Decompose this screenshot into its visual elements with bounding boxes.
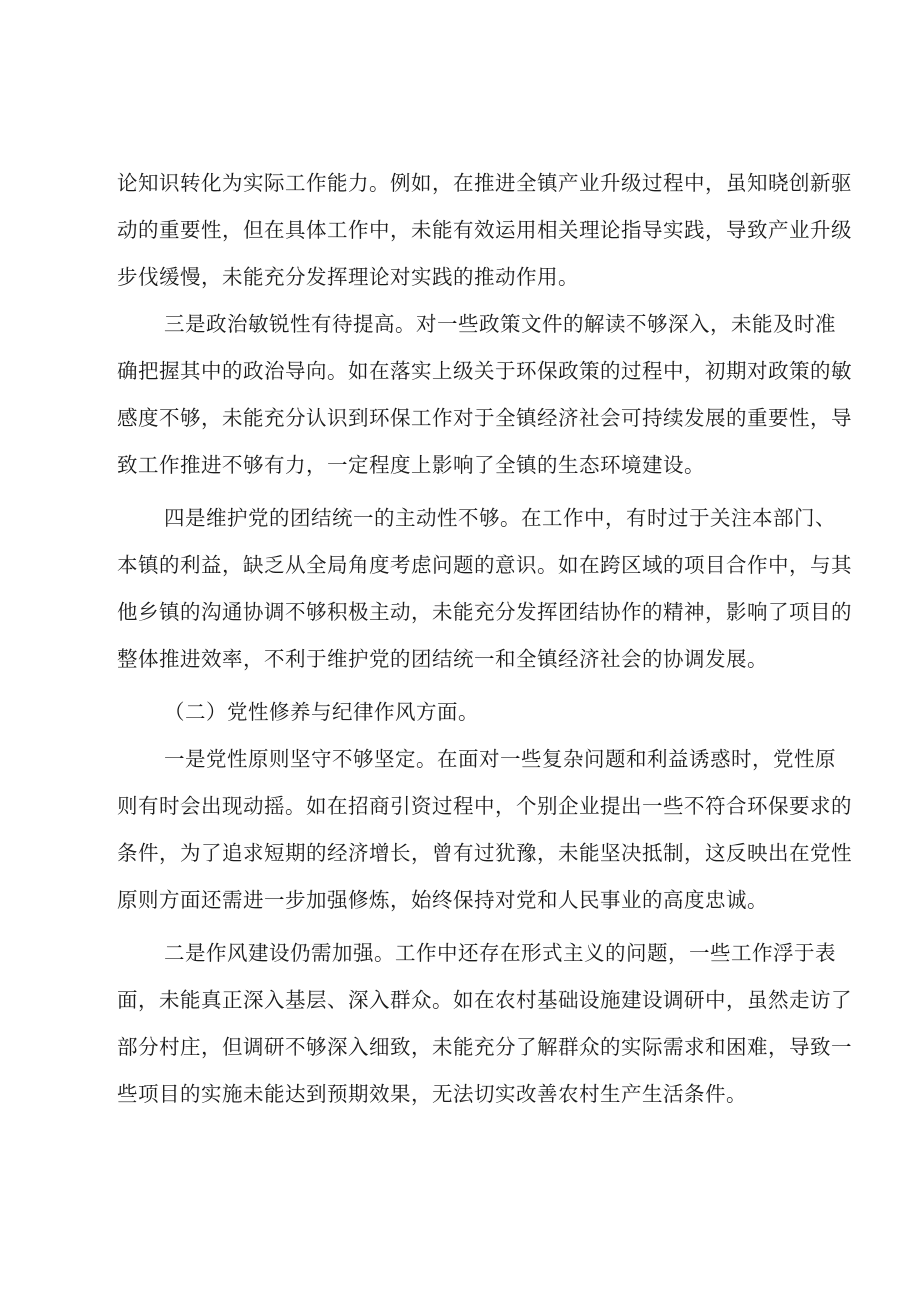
paragraph-line: 论知识转化为实际工作能力。例如，在推进全镇产业升级过程中，虽知晓创新驱 [117, 171, 852, 195]
paragraph-line: 四是维护党的团结统一的主动性不够。在工作中，有时过于关注本部门、 [164, 506, 836, 530]
paragraph-line: 原则方面还需进一步加强修炼，始终保持对党和人民事业的高度忠诚。 [117, 888, 768, 912]
section-heading: （二）党性修养与纪律作风方面。 [164, 700, 479, 724]
paragraph-line: 本镇的利益，缺乏从全局角度考虑问题的意识。如在跨区域的项目合作中，与其 [117, 553, 852, 577]
paragraph-line: 确把握其中的政治导向。如在落实上级关于环保政策的过程中，初期对政策的敏 [117, 359, 852, 383]
paragraph-line: 则有时会出现动摇。如在招商引资过程中，个别企业提出一些不符合环保要求的 [117, 794, 852, 818]
paragraph-line: 二是作风建设仍需加强。工作中还存在形式主义的问题，一些工作浮于表 [164, 941, 836, 965]
paragraph-line: 步伐缓慢，未能充分发挥理论对实践的推动作用。 [117, 265, 579, 289]
paragraph-line: 三是政治敏锐性有待提高。对一些政策文件的解读不够深入，未能及时准 [164, 312, 836, 336]
paragraph-line: 面，未能真正深入基层、深入群众。如在农村基础设施建设调研中，虽然走访了 [117, 988, 852, 1012]
paragraph-line: 致工作推进不够有力，一定程度上影响了全镇的生态环境建设。 [117, 453, 705, 477]
paragraph-line: 动的重要性，但在具体工作中，未能有效运用相关理论指导实践，导致产业升级 [117, 218, 852, 242]
paragraph-line: 他乡镇的沟通协调不够积极主动，未能充分发挥团结协作的精神，影响了项目的 [117, 600, 852, 624]
paragraph-line: 感度不够，未能充分认识到环保工作对于全镇经济社会可持续发展的重要性，导 [117, 406, 852, 430]
paragraph-line: 整体推进效率，不利于维护党的团结统一和全镇经济社会的协调发展。 [117, 647, 768, 671]
paragraph-line: 部分村庄，但调研不够深入细致，未能充分了解群众的实际需求和困难，导致一 [117, 1035, 852, 1059]
paragraph-line: 一是党性原则坚守不够坚定。在面对一些复杂问题和利益诱惑时，党性原 [164, 747, 836, 771]
paragraph-line: 条件，为了追求短期的经济增长，曾有过犹豫，未能坚决抵制，这反映出在党性 [117, 841, 852, 865]
paragraph-line: 些项目的实施未能达到预期效果，无法切实改善农村生产生活条件。 [117, 1082, 747, 1106]
